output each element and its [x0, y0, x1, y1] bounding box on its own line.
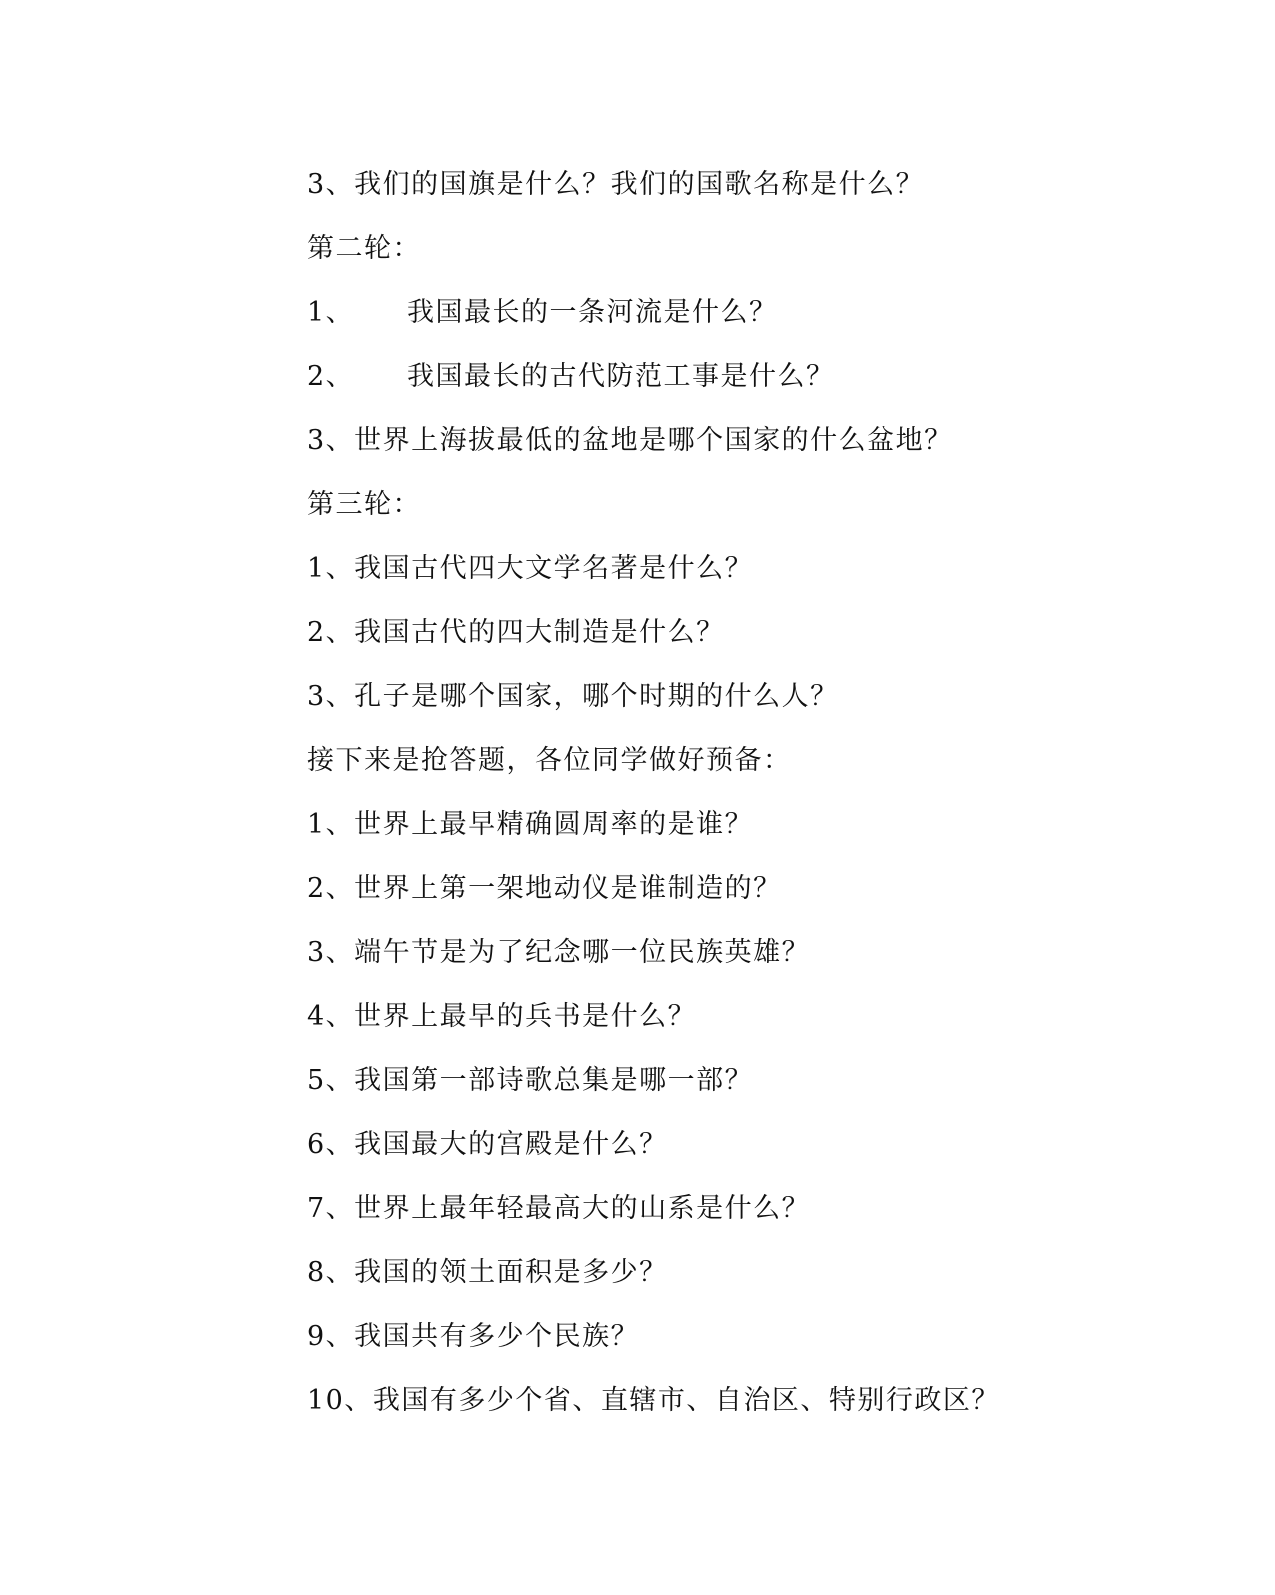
list-item: [307, 289, 1027, 353]
list-item: 3、孔子是哪个国家，哪个时期的什么人？: [307, 681, 839, 712]
list-item: 9、我国共有多少个民族？: [307, 1321, 640, 1352]
list-item: 3、世界上海拔最低的盆地是哪个国家的什么盆地？: [307, 425, 953, 456]
list-number: 1、: [307, 297, 355, 328]
list-item-text: 我国最长的一条河流是什么？: [407, 297, 778, 328]
list-item: 1、世界上最早精确圆周率的是谁？: [307, 809, 754, 840]
section-heading: 第二轮：: [307, 233, 421, 264]
text-line: 3、我们的国旗是什么？我们的国歌名称是什么？: [307, 169, 925, 200]
list-item: 1、我国古代四大文学名著是什么？: [307, 553, 754, 584]
list-item: 10、我国有多少个省、直辖市、自治区、特别行政区？: [307, 1385, 1000, 1416]
list-item: 7、世界上最年轻最高大的山系是什么？: [307, 1193, 811, 1224]
section-heading: 接下来是抢答题，各位同学做好预备：: [307, 745, 792, 776]
list-item: 4、世界上最早的兵书是什么？: [307, 1001, 697, 1032]
list-item: 2、我国古代的四大制造是什么？: [307, 617, 725, 648]
list-number: 2、: [307, 361, 355, 392]
section-heading: 第三轮：: [307, 489, 421, 520]
list-item: 8、我国的领土面积是多少？: [307, 1257, 668, 1288]
list-item: 5、我国第一部诗歌总集是哪一部？: [307, 1065, 754, 1096]
list-item: 2、世界上第一架地动仪是谁制造的？: [307, 873, 782, 904]
document-body: [307, 161, 1027, 1441]
list-item: [307, 353, 1027, 417]
list-item: 6、我国最大的宫殿是什么？: [307, 1129, 668, 1160]
list-item-text: 我国最长的古代防范工事是什么？: [407, 361, 835, 392]
list-item: 3、端午节是为了纪念哪一位民族英雄？: [307, 937, 811, 968]
